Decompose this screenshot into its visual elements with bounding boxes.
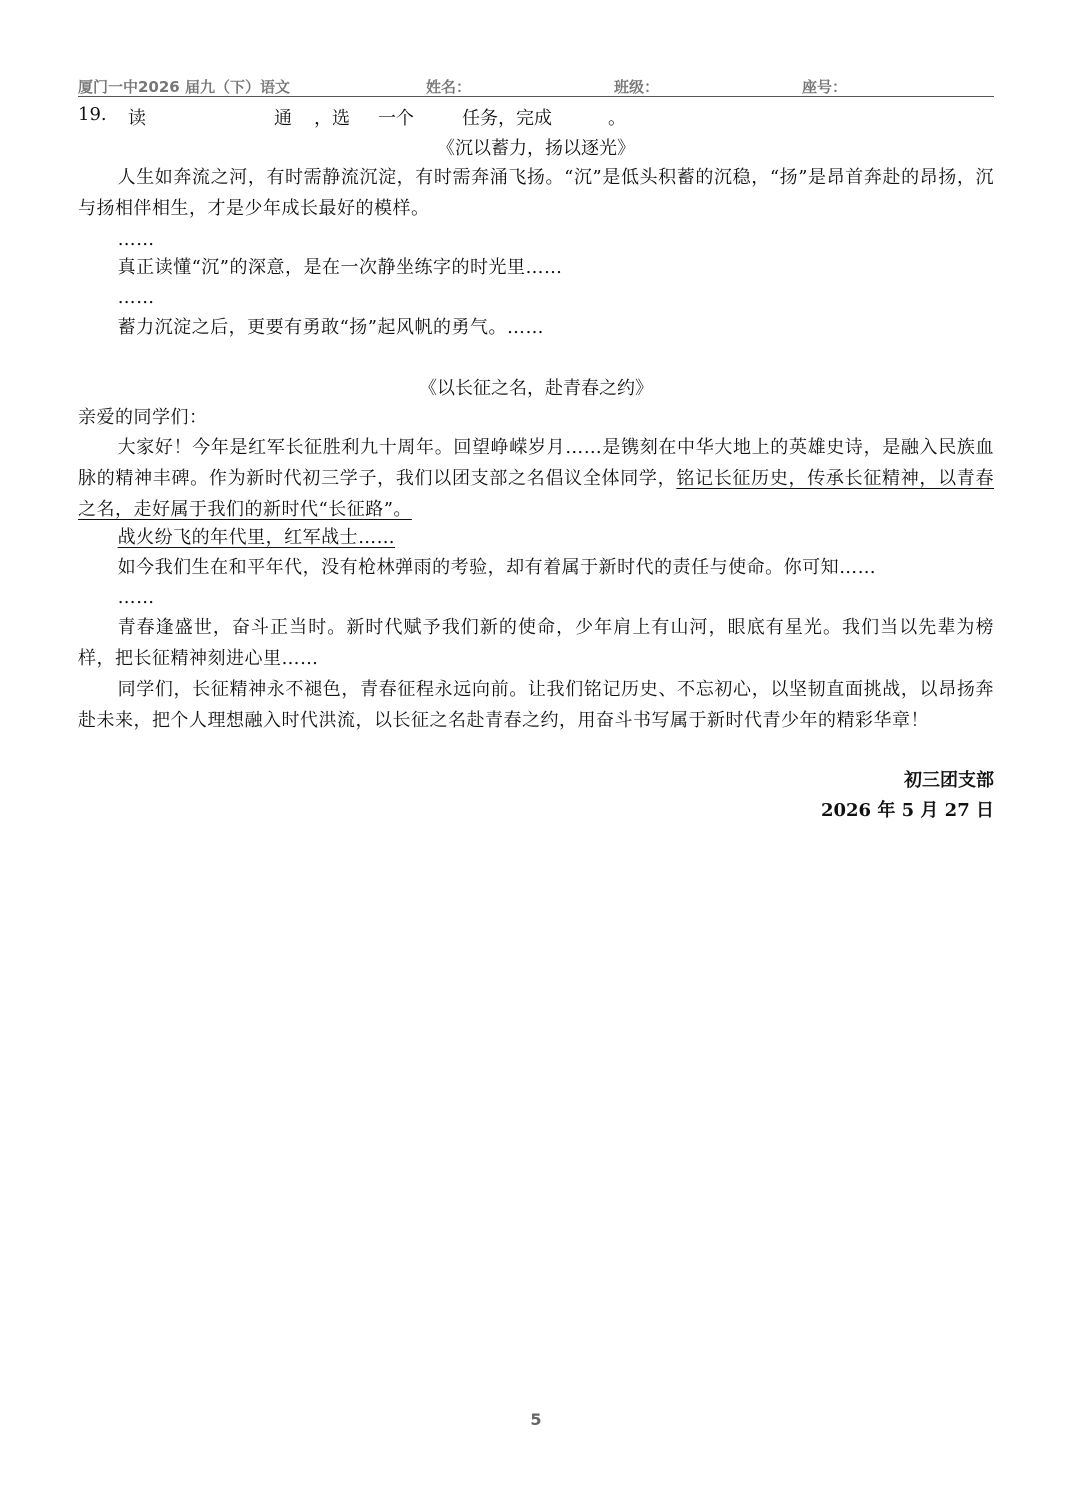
essay1-paragraph-1: 人生如奔流之河，有时需静流沉淀，有时需奔涌飞扬。“沉”是低头积蓄的沉稳，“扬”是昂首奔赴的昂扬，沉与扬相伴相生，才是少年成长最好的模样。 — [78, 167, 994, 219]
question-fragment-5: 任务，完成 — [462, 108, 552, 129]
essay2-paragraph-3: 如今我们生在和平年代，没有枪林弹雨的考验，却有着属于新时代的责任与使命。你可知…… — [117, 557, 877, 578]
signature-date: 2026 年 5 月 27 日 — [820, 800, 994, 821]
essay1-paragraph-2: 真正读懂“沉”的深意，是在一次静坐练字的时光里…… — [117, 257, 563, 278]
page-header — [78, 76, 994, 97]
essay2-paragraph-4: 青春逢盛世，奋斗正当时。新时代赋予我们新的使命，少年肩上有山河，眼底有星光。我们当以先辈为榜样，把长征精神刻进心里…… — [78, 617, 994, 669]
question-fragment-6: 。 — [608, 108, 626, 129]
essay2-paragraph-1 — [78, 432, 994, 525]
header-school: 厦门一中2026 届九（下）语文 — [78, 78, 290, 96]
essay2-paragraph-2 — [78, 522, 994, 553]
essay2-ellipsis: …… — [117, 587, 155, 608]
question-fragment-4: 一个 — [378, 108, 414, 129]
question-fragment-3: ，选 — [314, 108, 350, 129]
question-number: 19. — [78, 104, 107, 125]
essay1-title: 《沉以蓄力，扬以逐光》 — [437, 138, 635, 159]
essay2-underlined-war-line: 战火纷飞的年代里，红军战士…… — [117, 527, 396, 548]
essay2-paragraph-5: 同学们，长征精神永不褪色，青春征程永远向前。让我们铭记历史、不忘初心，以坚韧直面挑战，以昂扬奔赴未来，把个人理想融入时代洪流，以长征之名赴青春之约，用奋斗书写属于新时代青少年的精彩华章！ — [78, 679, 994, 731]
page-number: 5 — [530, 1410, 542, 1429]
essay2-title: 《以长征之名，赴青春之约》 — [419, 378, 653, 399]
essay2-paragraph-1-text: 大家好！今年是红军长征胜利九十周年。回望峥嵘岁月……是镌刻在中华大地上的英雄史诗，是融入民族血脉的精神丰碑。作为新时代初三学子，我们以团支部之名倡议全体同学， — [78, 437, 994, 489]
essay2-salutation: 亲爱的同学们： — [78, 407, 208, 428]
essay1-ellipsis-2: …… — [117, 287, 155, 308]
question-fragment-1: 读 — [128, 108, 146, 129]
essay1-paragraph-3: 蓄力沉淀之后，更要有勇敢“扬”起风帆的勇气。…… — [117, 317, 544, 338]
header-name-label: 姓名： — [426, 78, 472, 96]
question-fragment-2: 通 — [274, 108, 292, 129]
signature: 初三团支部 — [904, 770, 994, 791]
header-seat-label: 座号： — [802, 78, 848, 96]
essay1-ellipsis-1: …… — [117, 229, 155, 250]
essay2-underlined-sentence: 铭记长征历史，传承长征精神，以青春之名，走好属于我们的新时代“长征路”。 — [78, 468, 995, 520]
header-class-label: 班级： — [614, 78, 660, 96]
